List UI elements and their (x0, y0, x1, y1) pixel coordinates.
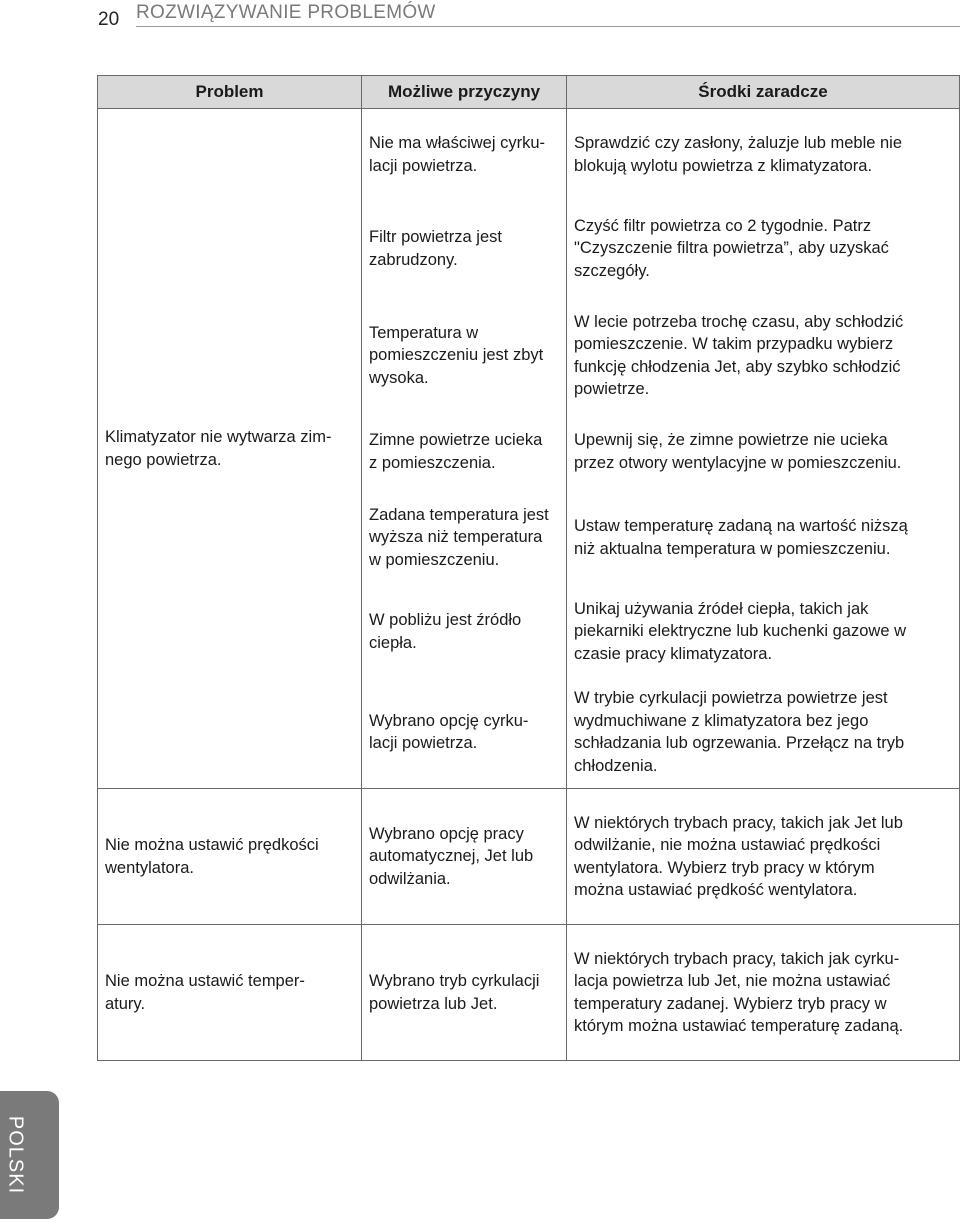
remedy-cell: W lecie potrzeba trochę czasu, aby schłodzić pomieszczenie. W takim przypadku wybierz funkcję chłodzenia Jet, aby szybko schłodzić powietrze. (567, 297, 960, 415)
table-header-row (98, 76, 960, 109)
table-row (98, 109, 960, 201)
troubleshooting-table (97, 75, 960, 1061)
cause-cell: Wybrano opcję pracy automatycznej, Jet lub odwilżania. (362, 789, 567, 925)
remedy-cell: Ustaw temperaturę zadaną na wartość niższą niż aktualna temperatura w pomieszczeniu. (567, 489, 960, 587)
section-title: ROZWIĄZYWANIE PROBLEMÓW (136, 2, 436, 23)
remedy-cell: Upewnij się, że zimne powietrze nie ucieka przez otwory wentylacyjne w pomieszczeniu. (567, 415, 960, 489)
cause-cell: Zimne powietrze ucieka z pomieszczenia. (362, 415, 567, 489)
page-number: 20 (98, 9, 120, 30)
header-problem: Problem (98, 76, 362, 109)
cause-cell: Zadana temperatura jest wyższa niż temperatura w pomieszczeniu. (362, 489, 567, 587)
remedy-cell: W niektórych trybach pracy, takich jak Jet lub odwilżanie, nie można ustawiać prędkości wentylatora. Wybierz tryb pracy w którym można ustawiać prędkość wentylatora. (567, 789, 960, 925)
cause-cell: Nie ma właściwej cyrku- lacji powietrza. (362, 109, 567, 201)
table-row (98, 925, 960, 1061)
problem-cell: Nie można ustawić temper- atury. (98, 925, 362, 1061)
title-rule (136, 26, 960, 27)
remedy-cell: Czyść filtr powietrza co 2 tygodnie. Patrz "Czyszczenie filtra powietrza”, aby uzyskać szczegóły. (567, 201, 960, 297)
header-remedies: Środki zaradcze (567, 76, 960, 109)
cause-cell: W pobliżu jest źródło ciepła. (362, 587, 567, 677)
cause-cell: Temperatura w pomieszczeniu jest zbyt wysoka. (362, 297, 567, 415)
problem-cell: Nie można ustawić prędkości wentylatora. (98, 789, 362, 925)
header-causes: Możliwe przyczyny (362, 76, 567, 109)
remedy-cell: W niektórych trybach pracy, takich jak cyrku- lacja powietrza lub Jet, nie można ustawiać temperatury zadanej. Wybierz tryb pracy w którym można ustawiać temperaturę zadaną. (567, 925, 960, 1061)
cause-cell: Filtr powietrza jest zabrudzony. (362, 201, 567, 297)
problem-cell: Klimatyzator nie wytwarza zim- nego powietrza. (98, 109, 362, 789)
remedy-cell: Sprawdzić czy zasłony, żaluzje lub meble nie blokują wylotu powietrza z klimatyzatora. (567, 109, 960, 201)
language-tab-label: POLSKI (4, 1115, 27, 1195)
cause-cell: Wybrano opcję cyrku- lacji powietrza. (362, 677, 567, 789)
language-tab (0, 1091, 59, 1219)
remedy-cell: Unikaj używania źródeł ciepła, takich jak piekarniki elektryczne lub kuchenki gazowe w czasie pracy klimatyzatora. (567, 587, 960, 677)
remedy-cell: W trybie cyrkulacji powietrza powietrze jest wydmuchiwane z klimatyzatora bez jego schładzania lub ogrzewania. Przełącz na tryb chłodzenia. (567, 677, 960, 789)
cause-cell: Wybrano tryb cyrkulacji powietrza lub Jet. (362, 925, 567, 1061)
table-row (98, 789, 960, 925)
